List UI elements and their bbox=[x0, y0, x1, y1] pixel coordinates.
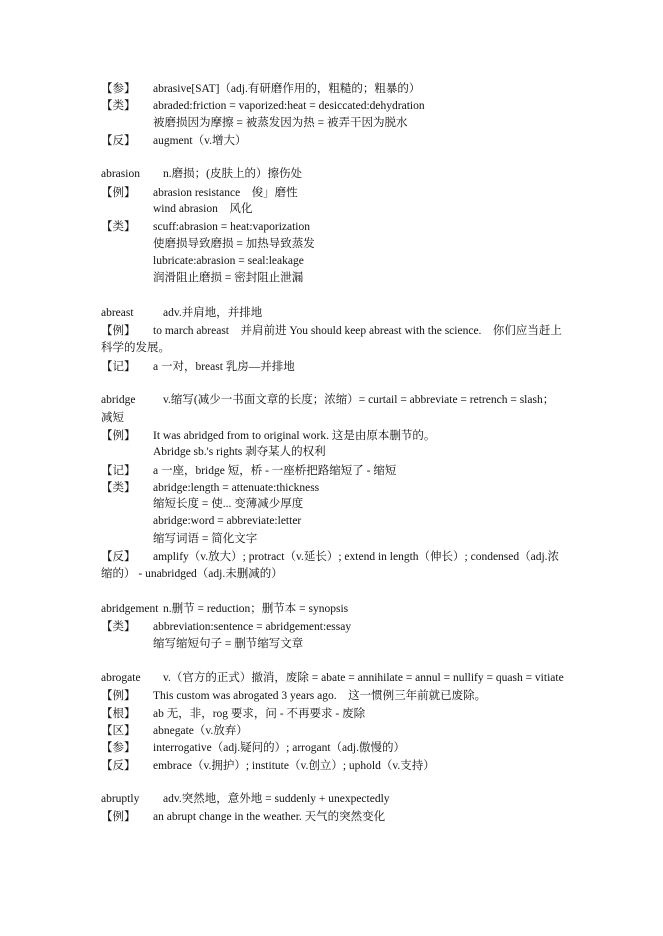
entry-row bbox=[101, 808, 564, 825]
entry-row bbox=[101, 739, 564, 756]
entry-row bbox=[101, 636, 564, 653]
entry-row bbox=[101, 270, 564, 287]
entry-spacer bbox=[101, 288, 564, 305]
entry-row bbox=[101, 218, 564, 235]
row-text: 使磨损导致磨损 = 加热导致蒸发 bbox=[153, 237, 315, 250]
dictionary-entry bbox=[101, 375, 564, 584]
entry-row bbox=[101, 513, 564, 530]
section-tag: 【例】 bbox=[101, 184, 136, 199]
row-text: abraded:friction = vaporized:heat = desiccated:dehydration bbox=[153, 100, 425, 113]
row-text: This custom was abrogated 3 years ago. 这一惯例三年前就已废除。 bbox=[153, 690, 487, 703]
section-tag: 【类】 bbox=[101, 479, 136, 494]
section-tag: 【例】 bbox=[101, 688, 136, 703]
entry-spacer bbox=[101, 653, 564, 670]
headword: abridge bbox=[101, 394, 136, 407]
headword-line bbox=[101, 166, 564, 183]
entry-row bbox=[101, 618, 564, 635]
entry-row bbox=[101, 115, 564, 132]
row-text: abbreviation:sentence = abridgement:essay bbox=[153, 621, 352, 634]
section-tag: 【类】 bbox=[101, 219, 136, 234]
section-tag: 【例】 bbox=[101, 323, 136, 338]
row-text: interrogative（adj.疑问的）; arrogant（adj.傲慢的） bbox=[153, 742, 405, 755]
row-text: to march abreast 并肩前进 You should keep abreast with the science. 你们应当赶上科学的发展。 bbox=[101, 325, 562, 355]
entry-row bbox=[101, 687, 564, 704]
entry-row bbox=[101, 236, 564, 253]
entry-row bbox=[101, 705, 564, 722]
row-text: abnegate（v.放弃） bbox=[153, 724, 248, 737]
headword-line bbox=[101, 791, 564, 808]
dictionary-entry bbox=[101, 584, 564, 653]
row-text: 缩写缩短句子 = 删节缩写文章 bbox=[153, 637, 304, 650]
row-text: Abridge sb.'s rights 剥夺某人的权利 bbox=[153, 446, 326, 459]
dictionary-entry bbox=[101, 149, 564, 287]
entry-row bbox=[101, 444, 564, 461]
dictionary-entry bbox=[101, 774, 564, 826]
entry-spacer bbox=[101, 774, 564, 791]
definition: n.磨损；(皮肤上的）擦伤处 bbox=[163, 168, 302, 181]
row-text: lubricate:abrasion = seal:leakage bbox=[153, 254, 304, 267]
section-tag: 【例】 bbox=[101, 427, 136, 442]
row-text: It was abridged from to original work. 这是由原本删节的。 bbox=[153, 429, 436, 442]
headword-line bbox=[101, 670, 564, 687]
dictionary-entry bbox=[101, 653, 564, 774]
section-tag: 【根】 bbox=[101, 705, 136, 720]
section-tag: 【类】 bbox=[101, 619, 136, 634]
section-tag: 【类】 bbox=[101, 98, 136, 113]
section-tag: 【记】 bbox=[101, 358, 136, 373]
headword-line bbox=[101, 601, 564, 618]
section-tag: 【记】 bbox=[101, 462, 136, 477]
row-text: 缩短长度 = 使... 变薄减少厚度 bbox=[153, 498, 304, 511]
headword-line bbox=[101, 392, 564, 427]
row-text: embrace（v.拥护）; institute（v.创立）; uphold（v.支持） bbox=[153, 759, 435, 772]
entry-row bbox=[101, 80, 564, 97]
entry-row bbox=[101, 201, 564, 218]
entry-spacer bbox=[101, 149, 564, 166]
row-text: a 一对，breast 乳房—并排地 bbox=[153, 360, 295, 373]
row-text: abridge:length = attenuate:thickness bbox=[153, 481, 320, 494]
row-text: a 一座，bridge 短，桥 - 一座桥把路缩短了 - 缩短 bbox=[153, 464, 397, 477]
definition: adv.并肩地，并排地 bbox=[163, 306, 263, 319]
row-text: amplify（v.放大）; protract（v.延长）; extend in length（伸长）; condensed（adj.浓缩的） - unabridged（adj.未删减的） bbox=[101, 551, 560, 581]
section-tag: 【例】 bbox=[101, 809, 136, 824]
entry-row bbox=[101, 462, 564, 479]
entry-row bbox=[101, 184, 564, 201]
dictionary-entry bbox=[101, 288, 564, 375]
row-text: an abrupt change in the weather. 天气的突然变化 bbox=[153, 811, 386, 824]
section-tag: 【反】 bbox=[101, 757, 136, 772]
entry-spacer bbox=[101, 375, 564, 392]
section-tag: 【反】 bbox=[101, 132, 136, 147]
headword-line bbox=[101, 305, 564, 322]
row-text: abridge:word = abbreviate:letter bbox=[153, 515, 302, 528]
headword: abrogate bbox=[101, 672, 141, 685]
entry-row bbox=[101, 548, 564, 584]
entry-row bbox=[101, 97, 564, 114]
entry-row bbox=[101, 479, 564, 496]
row-text: abrasion resistance 俊」磨性 bbox=[153, 186, 298, 199]
definition: v.缩写(减少一书面文章的长度；浓缩）= curtail = abbreviate = retrench = slash；减短 bbox=[101, 394, 555, 424]
definition: n.删节 = reduction；删节本 = synopsis bbox=[163, 602, 349, 615]
row-text: scuff:abrasion = heat:vaporization bbox=[153, 221, 310, 234]
row-text: ab 无，非，rog 要求，问 - 不再要求 - 废除 bbox=[153, 707, 366, 720]
entry-row bbox=[101, 531, 564, 548]
headword: abruptly bbox=[101, 793, 140, 806]
section-tag: 【参】 bbox=[101, 740, 136, 755]
row-text: abrasive[SAT]（adj.有研磨作用的，粗糙的；粗暴的） bbox=[153, 83, 421, 95]
entry-spacer bbox=[101, 584, 564, 601]
entry-row bbox=[101, 496, 564, 513]
headword: abridgement bbox=[101, 602, 159, 615]
headword: abreast bbox=[101, 306, 134, 319]
row-text: 被磨损因为摩擦 = 被蒸发因为热 = 被弄干因为脱水 bbox=[153, 116, 408, 129]
entry-list bbox=[101, 80, 564, 826]
entry-row bbox=[101, 253, 564, 270]
section-tag: 【参】 bbox=[101, 81, 136, 95]
row-text: augment（v.增大） bbox=[153, 134, 247, 147]
entry-row bbox=[101, 722, 564, 739]
definition: v.（官方的正式）撤消，废除 = abate = annihilate = annul = nullify = quash = vitiate bbox=[163, 672, 564, 685]
definition: adv.突然地，意外地 = suddenly + unexpectedly bbox=[163, 793, 390, 806]
entry-row bbox=[101, 322, 564, 358]
entry-row bbox=[101, 757, 564, 774]
section-tag: 【区】 bbox=[101, 722, 136, 737]
section-tag: 【反】 bbox=[101, 549, 136, 564]
entry-row bbox=[101, 132, 564, 149]
dictionary-entry bbox=[101, 80, 564, 149]
row-text: wind abrasion 风化 bbox=[153, 203, 253, 216]
entry-row bbox=[101, 358, 564, 375]
row-text: 润滑阻止磨损 = 密封阻止泄漏 bbox=[153, 272, 304, 285]
headword: abrasion bbox=[101, 168, 140, 181]
row-text: 缩写词语 = 简化文字 bbox=[153, 532, 258, 545]
entry-row bbox=[101, 427, 564, 444]
